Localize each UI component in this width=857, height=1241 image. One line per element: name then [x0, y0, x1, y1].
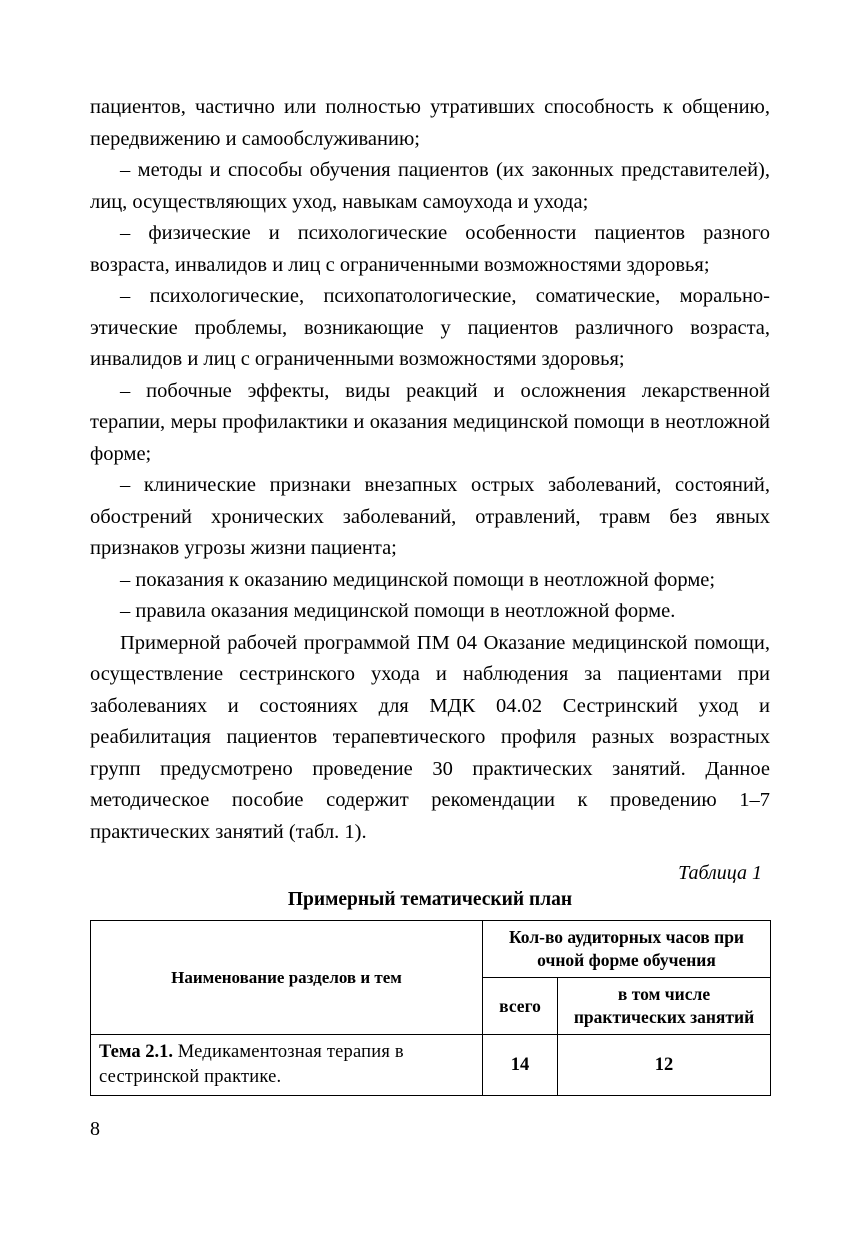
table-caption: Таблица 1	[678, 862, 762, 884]
paragraph-6: – клинические признаки внезапных острых заболеваний, состояний, обострений хронических заболеваний, отравлений, травм без явных признаков угрозы жизни пациента;	[90, 474, 770, 559]
cell-theme-label: Тема 2.1.	[99, 1042, 173, 1062]
page-content	[90, 92, 770, 1096]
table-row	[91, 1035, 771, 1096]
paragraph-9: Примерной рабочей программой ПМ 04 Оказание медицинской помощи, осуществление сестринского ухода и наблюдения за пациентами при заболеваниях и состояниях для МДК 04.02 Сестринский уход и реабилитация пациентов терапевтического профиля разных возрастных групп предусмотрено проведение 30 практических занятий. Данное методическое пособие содержит рекомендации к проведению 1–7 практических занятий (табл. 1).	[90, 631, 770, 843]
paragraph-5: – побочные эффекты, виды реакций и осложнения лекарственной терапии, меры профилактики и оказания медицинской помощи в неотложной форме;	[90, 379, 770, 465]
table-title: Примерный тематический план	[287, 889, 573, 910]
cell-theme-text: Медикаментозная терапия в сестринской практике.	[99, 1042, 404, 1087]
cell-theme	[91, 1035, 483, 1096]
paragraph-7: – показания к оказанию медицинской помощи в неотложной форме;	[120, 568, 716, 591]
paragraph-3: – физические и психологические особенности пациентов разного возраста, инвалидов и лиц с ограниченными возможностями здоровья;	[90, 222, 770, 276]
cell-practical: 12	[558, 1035, 771, 1096]
paragraph-1: пациентов, частично или полностью утративших способность к общению, передвижению и самообслуживанию;	[90, 96, 770, 150]
paragraph-4: – психологические, психопатологические, соматические, морально-этические проблемы, возникающие у пациентов различного возраста, инвалидов и лиц с ограниченными возможностями здоровья;	[90, 285, 770, 370]
table-header-row-1	[91, 921, 771, 978]
page-number: 8	[90, 1118, 100, 1140]
thematic-plan-table	[90, 920, 771, 1096]
header-cell-hours-group: Кол-во аудиторных часов при очной форме обучения	[483, 921, 771, 978]
cell-total: 14	[483, 1035, 558, 1096]
paragraph-2: – методы и способы обучения пациентов (их законных представителей), лиц, осуществляющих уход, навыкам самоухода и ухода;	[90, 159, 770, 213]
header-cell-total: всего	[483, 978, 558, 1035]
paragraph-8: – правила оказания медицинской помощи в неотложной форме.	[120, 600, 676, 622]
header-cell-practical: в том числе практических занятий	[558, 978, 771, 1035]
header-cell-name: Наименование разделов и тем	[91, 921, 483, 1035]
